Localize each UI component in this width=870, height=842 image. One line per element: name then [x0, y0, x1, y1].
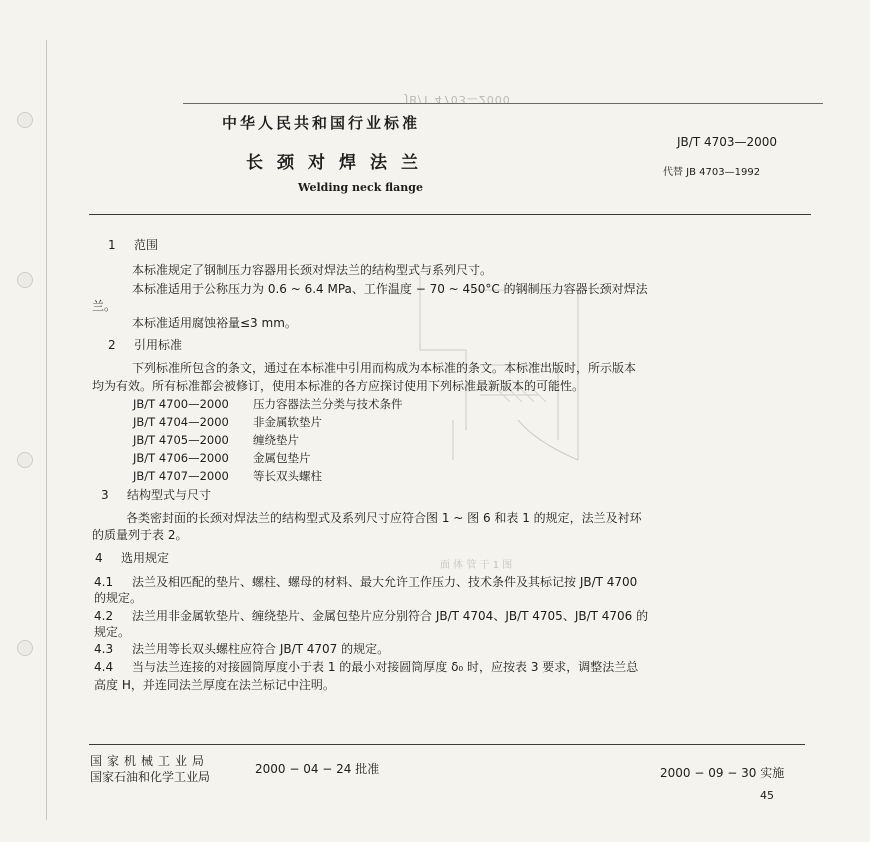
section-1-paragraph: 本标准适用腐蚀裕量≤3 mm。: [132, 316, 297, 330]
replaces-standard: 代替 JB 4703—1992: [663, 167, 761, 178]
clause-text: 法兰用等长双头螺柱应符合 JB/T 4707 的规定。: [132, 642, 390, 656]
clause-number: 4.4: [94, 660, 114, 674]
section-2-heading: [108, 336, 182, 353]
section-title: 结构型式与尺寸: [127, 488, 212, 502]
punch-hole: [17, 112, 33, 128]
header-rule: [89, 214, 811, 215]
punch-hole: [17, 452, 33, 468]
bleed-through-code: JB/T 4703—2000: [405, 93, 511, 106]
industry-standard-heading: 中华人民共和国行业标准: [222, 114, 421, 132]
page-number: 45: [760, 789, 774, 802]
clause-text: 法兰及相匹配的垫片、螺柱、螺母的材料、最大允许工作压力、技术条件及其标记按 JB/T 4700: [132, 575, 638, 589]
section-title: 选用规定: [121, 551, 170, 565]
scan-edge: [46, 40, 47, 820]
section-4-heading: [95, 549, 169, 566]
clause-4-2: [94, 607, 648, 625]
reference-name: 等长双头螺柱: [253, 469, 322, 483]
section-3-paragraph-cont: 的质量列于表 2。: [92, 528, 188, 542]
reference-code: JB/T 4700—2000: [133, 397, 229, 411]
punch-hole: [17, 640, 33, 656]
standard-code: JB/T 4703—2000: [677, 135, 778, 149]
reference-item: [133, 468, 322, 484]
reference-name: 非金属软垫片: [253, 415, 322, 429]
reference-name: 缠绕垫片: [253, 433, 299, 447]
reference-item: [133, 396, 403, 412]
reference-name: 金属包垫片: [253, 451, 311, 465]
reference-code: JB/T 4706—2000: [133, 451, 229, 465]
reference-item: [133, 432, 299, 448]
section-2-paragraph-cont: 均为有效。所有标准都会被修订，使用本标准的各方应探讨使用下列标准最新版本的可能性。: [92, 379, 585, 393]
clause-4-4: [94, 658, 638, 676]
section-number: 3: [101, 488, 109, 502]
section-1-paragraph: 本标准规定了钢制压力容器用长颈对焊法兰的结构型式与系列尺寸。: [132, 263, 493, 277]
clause-4-3: [94, 640, 389, 658]
clause-4-4-cont: 高度 H，并连同法兰厚度在法兰标记中注明。: [94, 678, 335, 692]
section-number: 2: [108, 338, 116, 352]
issuer-line-2: 国家石油和化学工业局: [90, 770, 211, 784]
section-2-paragraph: 下列标准所包含的条文，通过在本标准中引用而构成为本标准的条文。本标准出版时，所示版本: [132, 361, 637, 375]
clause-4-1: [94, 573, 637, 591]
punch-hole: [17, 272, 33, 288]
clause-text: 法兰用非金属软垫片、缠绕垫片、金属包垫片应分别符合 JB/T 4704、JB/T 4705、JB/T 4706 的: [132, 609, 649, 623]
clause-number: 4.1: [94, 575, 114, 589]
reference-item: [133, 414, 322, 430]
top-rule: [183, 103, 823, 104]
clause-number: 4.3: [94, 642, 114, 656]
document-title-english: Welding neck flange: [298, 181, 423, 194]
reference-code: JB/T 4704—2000: [133, 415, 229, 429]
reference-code: JB/T 4707—2000: [133, 469, 229, 483]
section-number: 4: [95, 551, 103, 565]
section-1-heading: [108, 236, 158, 253]
issuer-line-1: 国家机械工业局: [90, 754, 210, 768]
reference-name: 压力容器法兰分类与技术条件: [253, 397, 403, 411]
document-title: 长颈对焊法兰: [246, 153, 432, 173]
section-title: 引用标准: [134, 338, 183, 352]
implementation-date: 2000 − 09 − 30 实施: [660, 766, 785, 780]
clause-number: 4.2: [94, 609, 114, 623]
clause-4-2-cont: 规定。: [94, 625, 131, 639]
section-number: 1: [108, 238, 116, 252]
show-through-text: 面 体 管 干 1 图: [440, 560, 513, 571]
approval-date: 2000 − 04 − 24 批准: [255, 762, 380, 776]
section-title: 范围: [134, 238, 159, 252]
section-1-paragraph-cont: 兰。: [92, 299, 117, 313]
section-1-paragraph: 本标准适用于公称压力为 0.6 ~ 6.4 MPa、工作温度 − 70 ~ 450°C 的钢制压力容器长颈对焊法: [132, 282, 648, 296]
reference-item: [133, 450, 311, 466]
section-3-paragraph: 各类密封面的长颈对焊法兰的结构型式及系列尺寸应符合图 1 ~ 图 6 和表 1 的规定，法兰及衬环: [126, 511, 642, 525]
clause-4-1-cont: 的规定。: [94, 591, 143, 605]
clause-text: 当与法兰连接的对接圆筒厚度小于表 1 的最小对接圆筒厚度 δ₀ 时，应按表 3 要求，调整法兰总: [132, 660, 639, 674]
reference-code: JB/T 4705—2000: [133, 433, 229, 447]
section-3-heading: [101, 486, 211, 503]
footer-rule: [89, 744, 805, 745]
